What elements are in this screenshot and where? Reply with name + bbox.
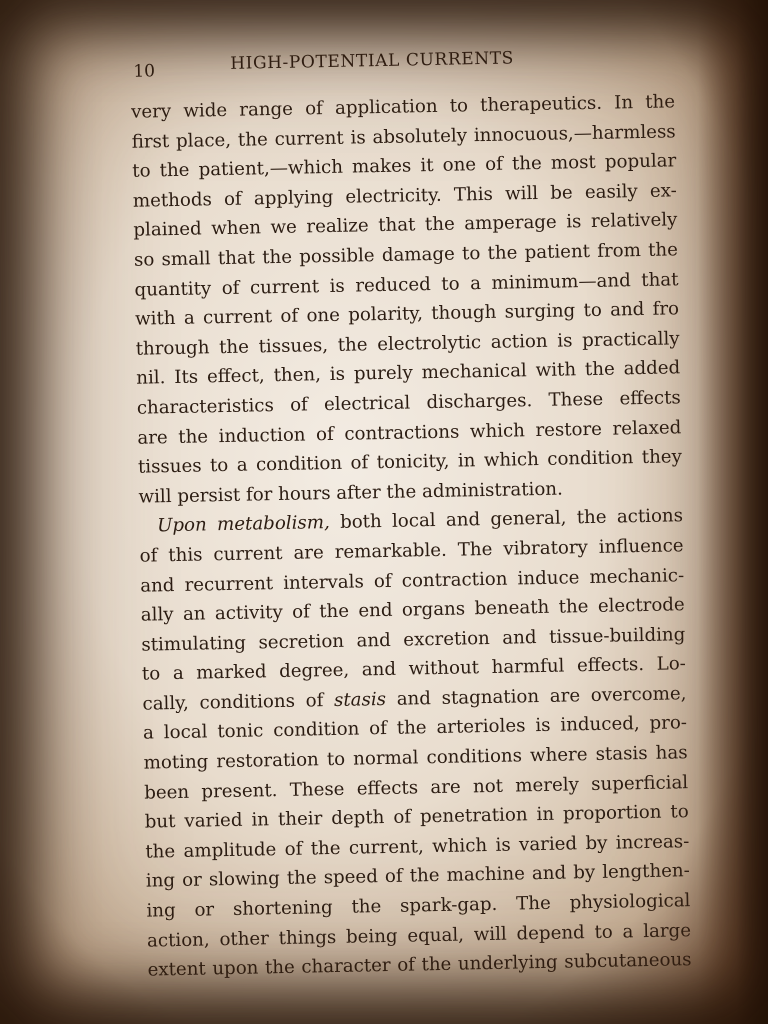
text-line: characteristics of electrical discharges. These effects [136,387,681,419]
text-line: are the induction of contractions which restore relaxed [137,416,682,449]
paragraph-1 [119,87,687,512]
page-header [118,41,679,86]
text-line: to a marked degree, and without harmful effects. Lo- [141,653,687,685]
text-line: tissues to a condition of tonicity, in which condition they [137,446,683,478]
page-edge-shadow [698,0,768,1024]
text-line: of this current are remarkable. The vibratory influence [139,535,684,567]
lead-rest: both local and general, the actions [329,505,684,534]
text-line: ing or shortening the spark-gap. The physiological [146,890,691,922]
text-line: quantity of current is reduced to a minimum—and that [134,268,679,301]
stasis-after: and stagnation are overcome, [385,683,687,710]
text-line: so small that the possible damage to the patient from the [133,239,679,271]
paragraph-2 [127,501,696,985]
text-line: plained when we realize that the amperage is relatively [133,209,678,242]
text-line: stimulating secretion and excretion and tissue-building [141,623,686,656]
text-line: methods of applying electricity. This will be easily ex- [132,180,677,212]
text-line: ing or slowing the speed of the machine and by lengthen- [145,860,691,893]
text-line: very wide range of application to therapeutics. In the [130,91,676,123]
text-line: with a current of one polarity, though surging to and fro [134,298,680,330]
text-line: the amplitude of the current, which is varied by increas- [145,831,690,863]
text-line: nil. Its effect, then, is purely mechanical with the added [136,357,681,390]
text-line: to the patient,—which makes it one of the most popular [132,150,677,182]
body-text [119,87,696,985]
text-line: a local tonic condition of the arterioles is induced, pro- [142,712,688,745]
text-line: action, other things being equal, will depend to a large [146,919,692,952]
text-line: ally an activity of the end organs beneath the electrode [140,594,685,626]
stasis-before: cally, conditions of [142,689,335,715]
book-page [118,41,696,985]
text-line: through the tissues, the electrolytic action is practically [135,328,680,360]
text-line: but varied in their depth of penetration in proportion to [144,801,689,833]
text-line: been present. These effects are not merely superficial [144,771,689,804]
text-line: will persist for hours after the administration. [138,478,564,508]
text-line: moting restoration to normal conditions where stasis has [143,742,688,774]
text-line: first place, the current is absolutely innocuous,—harmless [131,120,676,153]
page-number: 10 [133,61,156,82]
stasis-italic: stasis [333,688,387,711]
text-line: extent upon the character of the underlying subcutaneous [147,949,692,981]
italic-lead: Upon metabolism, [156,512,330,537]
running-head: HIGH-POTENTIAL CURRENTS [230,48,515,74]
text-line: and recurrent intervals of contraction induce mechanic- [140,564,685,597]
